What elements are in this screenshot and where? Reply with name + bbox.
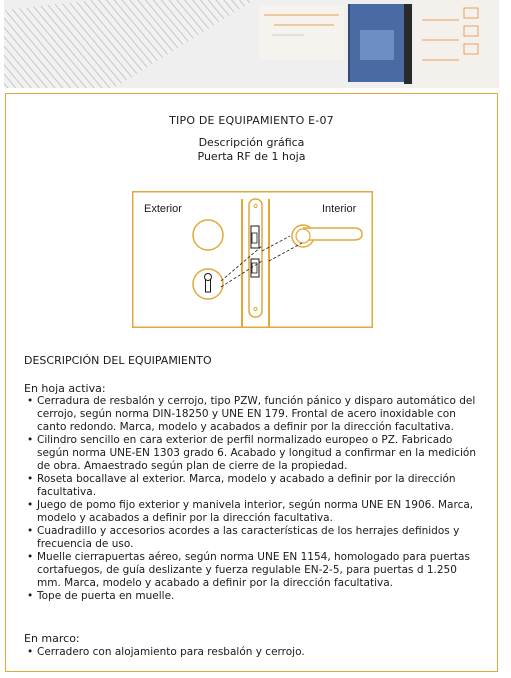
lever-handle-icon	[303, 228, 362, 240]
door-type-label: Puerta RF de 1 hoja	[197, 150, 306, 163]
list-item: • Muelle cierrapuertas aéreo, según norma UNE EN 1154, homologado para puertas cortafuegos, de guía deslizante y fuerza regulable EN-2-5, para puertas d 1.250 mm. Marca, modelo y acabado a definir por la dirección facultativa.	[24, 551, 484, 590]
lock-faceplate	[249, 199, 262, 317]
active-leaf-heading: En hoja activa:	[24, 382, 106, 395]
active-leaf-list	[24, 395, 484, 603]
graphic-description-heading: Descripción gráfica	[198, 136, 305, 149]
equipment-description-heading: DESCRIPCIÓN DEL EQUIPAMIENTO	[24, 354, 212, 367]
list-item: • Cilindro sencillo en cara exterior de perfil normalizado europeo o PZ. Fabricado según norma UNE-EN 1303 grado 6. Acabado y longitud a confirmar en la medición de obra. Amaestrado según plan de cierre de la propiedad.	[24, 434, 484, 473]
list-item: • Juego de pomo fijo exterior y manivela interior, según norma UNE EN 1906. Marca, modelo y acabados a definir por la dirección facultativa.	[24, 499, 484, 525]
list-item: • Tope de puerta en muelle.	[24, 590, 484, 603]
list-item: • Cerradura de resbalón y cerrojo, tipo PZW, función pánico y disparo automático del cerrojo, según norma DIN-18250 y UNE EN 179. Frontal de acero inoxidable con canto redondo. Marca, modelo y acabados a definir por la dirección facultativa.	[24, 395, 484, 434]
frame-heading: En marco:	[24, 632, 80, 645]
page-title: TIPO DE EQUIPAMIENTO E-07	[169, 114, 334, 127]
header-banner-image	[4, 0, 499, 88]
list-item: • Roseta bocallave al exterior. Marca, modelo y acabado a definir por la dirección facultativa.	[24, 473, 484, 499]
fixed-knob-icon	[193, 220, 223, 250]
equipment-card	[5, 93, 498, 672]
list-item: • Cerradero con alojamiento para resbalón y cerrojo.	[24, 646, 484, 659]
exterior-label: Exterior	[144, 203, 182, 215]
interior-label: Interior	[322, 203, 357, 215]
frame-list	[24, 646, 484, 659]
list-item: • Cuadradillo y accesorios acordes a las características de los herrajes definidos y frecuencia de uso.	[24, 525, 484, 551]
door-hardware-diagram	[132, 191, 373, 328]
